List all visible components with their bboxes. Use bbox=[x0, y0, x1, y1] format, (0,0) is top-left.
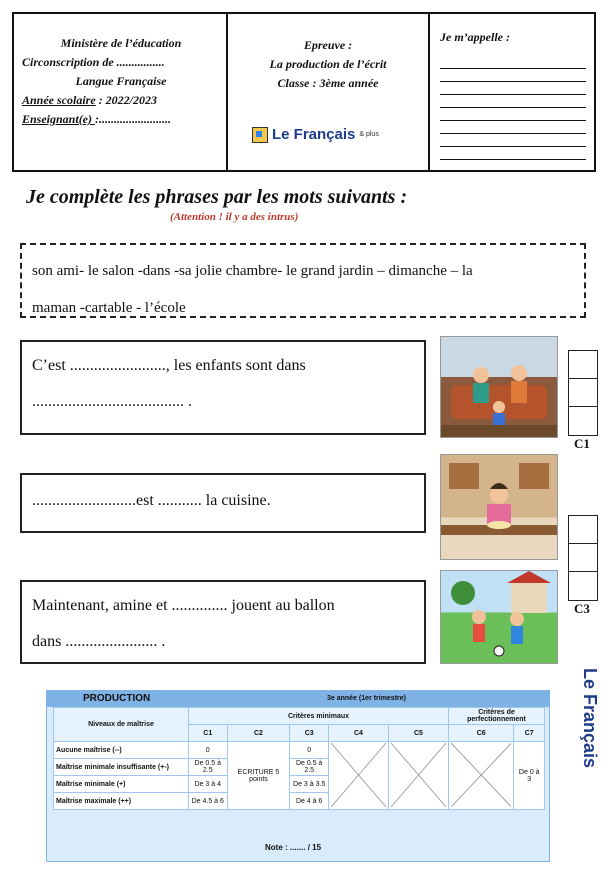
minimal-criteria-header: Critères minimaux bbox=[189, 708, 449, 725]
score-note[interactable] bbox=[265, 843, 321, 852]
kitchen-icon bbox=[441, 455, 557, 559]
col-c5: C5 bbox=[388, 725, 448, 742]
teacher-value: :........................ bbox=[95, 112, 172, 126]
word-bank bbox=[20, 243, 586, 318]
living-room-illustration bbox=[440, 336, 558, 438]
col-c3: C3 bbox=[290, 725, 329, 742]
cell-c3: 0 bbox=[290, 742, 329, 759]
table-row bbox=[54, 742, 545, 759]
cell-c1: De 3 à 4 bbox=[189, 776, 228, 793]
kitchen-illustration bbox=[440, 454, 558, 560]
word-bank-line-2: maman -cartable - l’école bbox=[32, 300, 186, 316]
row-label: Maîtrise minimale insuffisante (+-) bbox=[54, 759, 189, 776]
cross-mark-icon bbox=[391, 743, 446, 807]
cell-c3: De 0.5 à 2.5 bbox=[290, 759, 329, 776]
production-grid bbox=[46, 690, 550, 862]
row-label: Aucune maîtrise (--) bbox=[54, 742, 189, 759]
ministry-line: Ministère de l’éducation bbox=[60, 36, 182, 50]
score-label: Note : bbox=[265, 843, 288, 852]
word-bank-line-1: son ami- le salon -dans -sa jolie chambre- le grand jardin – dimanche – la bbox=[32, 263, 473, 279]
subject-line: Langue Française bbox=[75, 74, 167, 88]
brand-logo bbox=[252, 126, 379, 143]
col-c6: C6 bbox=[449, 725, 514, 742]
sentence-2-line-1: ..........................est ........... la cuisine. bbox=[32, 492, 271, 509]
cell-c3: De 3 à 3.5 bbox=[290, 776, 329, 793]
football-icon bbox=[441, 571, 557, 663]
logo-suffix: & plus bbox=[359, 131, 379, 138]
production-trimester: 3e année (1er trimestre) bbox=[327, 695, 406, 702]
criteria-box-c3[interactable] bbox=[568, 515, 598, 601]
score-value: ....... / 15 bbox=[289, 843, 322, 852]
side-logo bbox=[570, 668, 600, 858]
col-c4: C4 bbox=[328, 725, 388, 742]
sentence-box-2[interactable] bbox=[20, 473, 426, 533]
levels-header: Niveaux de maîtrise bbox=[54, 708, 189, 742]
circonscription-line: Circonscription de ................ bbox=[22, 55, 165, 69]
production-header bbox=[47, 691, 549, 707]
garden-illustration bbox=[440, 570, 558, 664]
cell-c2-writing: ECRITURE 5 points bbox=[227, 742, 290, 810]
criteria-box-c1[interactable] bbox=[568, 350, 598, 436]
cell-c4-crossed bbox=[328, 742, 388, 810]
cross-mark-icon bbox=[331, 743, 386, 807]
cell-c1: De 4.5 à 6 bbox=[189, 793, 228, 810]
side-logo-text: Le Français bbox=[580, 668, 600, 769]
cell-c3: De 4 à 6 bbox=[290, 793, 329, 810]
cell-c1: 0 bbox=[189, 742, 228, 759]
logo-text: Le Français bbox=[272, 126, 356, 143]
teacher-label: Enseignant(e) bbox=[22, 112, 96, 126]
exercise-title: Je complète les phrases par les mots suivants : bbox=[26, 186, 408, 208]
header-right bbox=[430, 14, 594, 170]
class-level: Classe : 3ème année bbox=[277, 76, 379, 90]
cell-c7: De 0 à 3 bbox=[514, 742, 545, 810]
teacher-line bbox=[22, 110, 220, 129]
col-c1: C1 bbox=[189, 725, 228, 742]
row-label: Maîtrise maximale (++) bbox=[54, 793, 189, 810]
col-c2: C2 bbox=[227, 725, 290, 742]
logo-icon bbox=[252, 127, 268, 143]
school-year-label: Année scolaire bbox=[22, 93, 96, 107]
cross-mark-icon bbox=[451, 743, 511, 807]
name-lines[interactable] bbox=[440, 56, 586, 160]
sentence-box-1[interactable] bbox=[20, 340, 426, 435]
school-year-line bbox=[22, 91, 220, 110]
col-c7: C7 bbox=[514, 725, 545, 742]
sentence-3-line-2: dans ....................... . bbox=[32, 633, 166, 650]
sentence-3-line-1: Maintenant, amine et .............. jouent au ballon bbox=[32, 597, 335, 614]
header-box bbox=[12, 12, 596, 172]
sentence-1-line-2: ...................................... . bbox=[32, 393, 192, 410]
exam-subject: La production de l’écrit bbox=[269, 57, 387, 71]
name-label: Je m’appelle : bbox=[440, 30, 510, 44]
cell-c6-crossed bbox=[449, 742, 514, 810]
cell-c1: De 0.5 à 2.5 bbox=[189, 759, 228, 776]
header-middle bbox=[228, 14, 430, 170]
cell-c5-crossed bbox=[388, 742, 448, 810]
sentence-1-line-1: C’est ........................, les enfants sont dans bbox=[32, 357, 306, 374]
criteria-label-c3: C3 bbox=[574, 601, 590, 616]
header-left bbox=[14, 14, 228, 170]
production-table bbox=[53, 707, 545, 810]
exam-label: Epreuve : bbox=[303, 38, 353, 52]
criteria-label-c1: C1 bbox=[574, 436, 590, 451]
production-title: PRODUCTION bbox=[83, 693, 151, 704]
row-label: Maîtrise minimale (+) bbox=[54, 776, 189, 793]
family-icon bbox=[441, 337, 557, 437]
exercise-warning: (Attention ! il y a des intrus) bbox=[170, 211, 299, 223]
school-year-value: : 2022/2023 bbox=[95, 93, 158, 107]
perfection-criteria-header: Critères de perfectionnement bbox=[449, 708, 545, 725]
sentence-box-3[interactable] bbox=[20, 580, 426, 664]
